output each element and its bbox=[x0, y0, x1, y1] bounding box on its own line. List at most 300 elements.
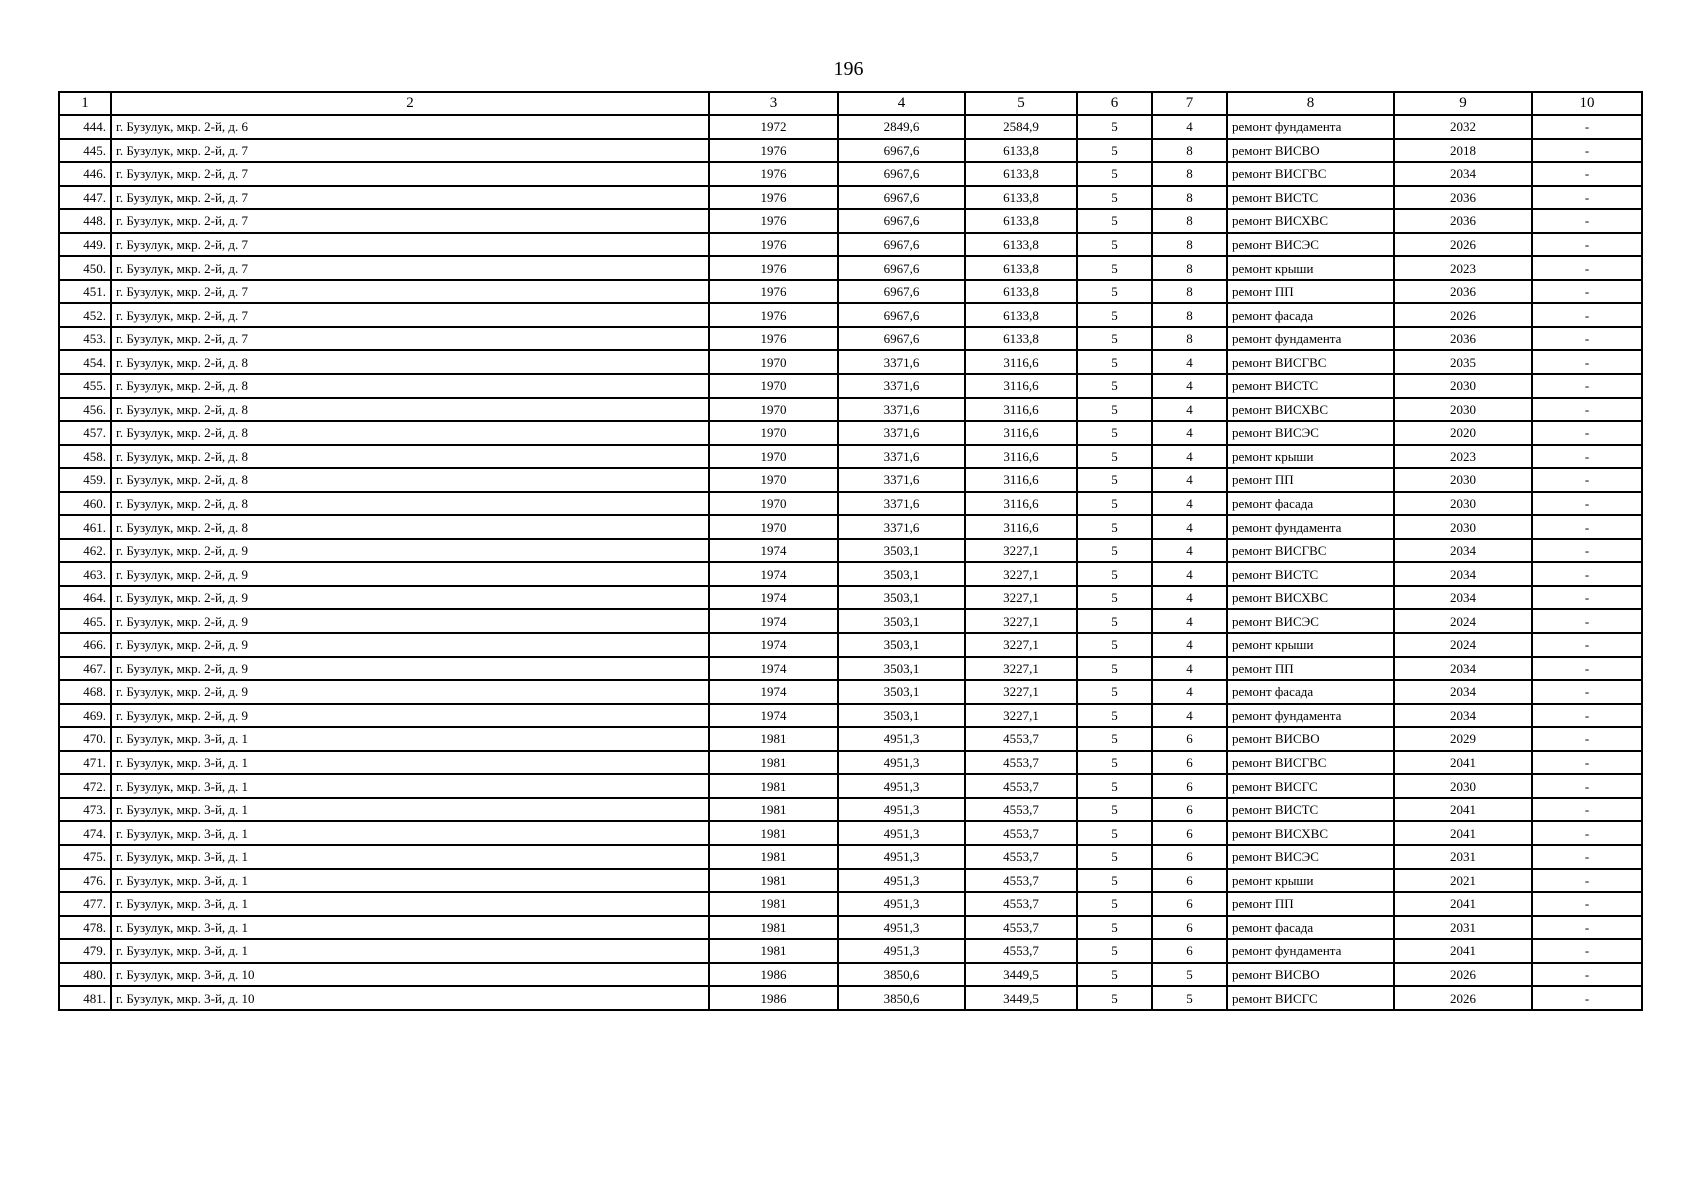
note-cell: - bbox=[1532, 492, 1642, 516]
living-area-cell: 3227,1 bbox=[965, 657, 1077, 681]
row-number-cell: 457. bbox=[59, 421, 111, 445]
row-number-cell: 454. bbox=[59, 350, 111, 374]
total-area-cell: 6967,6 bbox=[838, 280, 965, 304]
living-area-cell: 4553,7 bbox=[965, 727, 1077, 751]
row-number-cell: 448. bbox=[59, 209, 111, 233]
address-cell: г. Бузулук, мкр. 2-й, д. 9 bbox=[111, 586, 709, 610]
entrances-cell: 4 bbox=[1152, 680, 1227, 704]
row-number-cell: 462. bbox=[59, 539, 111, 563]
entrances-cell: 4 bbox=[1152, 609, 1227, 633]
year-cell: 1981 bbox=[709, 727, 838, 751]
year-cell: 1976 bbox=[709, 233, 838, 257]
living-area-cell: 4553,7 bbox=[965, 916, 1077, 940]
entrances-cell: 4 bbox=[1152, 657, 1227, 681]
year-cell: 1970 bbox=[709, 374, 838, 398]
living-area-cell: 3116,6 bbox=[965, 398, 1077, 422]
address-cell: г. Бузулук, мкр. 3-й, д. 1 bbox=[111, 821, 709, 845]
row-number-cell: 468. bbox=[59, 680, 111, 704]
year-cell: 1976 bbox=[709, 256, 838, 280]
entrances-cell: 5 bbox=[1152, 986, 1227, 1010]
table-row bbox=[59, 916, 1642, 940]
entrances-cell: 6 bbox=[1152, 845, 1227, 869]
total-area-cell: 3371,6 bbox=[838, 515, 965, 539]
work-type-cell: ремонт ВИСГВС bbox=[1227, 539, 1394, 563]
note-cell: - bbox=[1532, 986, 1642, 1010]
entrances-cell: 4 bbox=[1152, 562, 1227, 586]
table-row bbox=[59, 845, 1642, 869]
year-cell: 1970 bbox=[709, 398, 838, 422]
year-cell: 1970 bbox=[709, 492, 838, 516]
table-row bbox=[59, 303, 1642, 327]
year-cell: 1981 bbox=[709, 869, 838, 893]
total-area-cell: 3503,1 bbox=[838, 680, 965, 704]
entrances-cell: 8 bbox=[1152, 209, 1227, 233]
living-area-cell: 3116,6 bbox=[965, 492, 1077, 516]
entrances-cell: 4 bbox=[1152, 421, 1227, 445]
planned-year-cell: 2026 bbox=[1394, 963, 1532, 987]
total-area-cell: 3850,6 bbox=[838, 963, 965, 987]
row-number-cell: 449. bbox=[59, 233, 111, 257]
column-header: 2 bbox=[111, 92, 709, 115]
note-cell: - bbox=[1532, 657, 1642, 681]
column-header: 6 bbox=[1077, 92, 1152, 115]
floors-cell: 5 bbox=[1077, 774, 1152, 798]
row-number-cell: 450. bbox=[59, 256, 111, 280]
work-type-cell: ремонт ВИСЭС bbox=[1227, 233, 1394, 257]
address-cell: г. Бузулук, мкр. 3-й, д. 1 bbox=[111, 727, 709, 751]
planned-year-cell: 2030 bbox=[1394, 492, 1532, 516]
address-cell: г. Бузулук, мкр. 2-й, д. 9 bbox=[111, 680, 709, 704]
note-cell: - bbox=[1532, 845, 1642, 869]
year-cell: 1974 bbox=[709, 680, 838, 704]
entrances-cell: 8 bbox=[1152, 327, 1227, 351]
entrances-cell: 8 bbox=[1152, 256, 1227, 280]
address-cell: г. Бузулук, мкр. 2-й, д. 6 bbox=[111, 115, 709, 139]
year-cell: 1974 bbox=[709, 539, 838, 563]
total-area-cell: 4951,3 bbox=[838, 798, 965, 822]
year-cell: 1976 bbox=[709, 186, 838, 210]
entrances-cell: 4 bbox=[1152, 515, 1227, 539]
note-cell: - bbox=[1532, 869, 1642, 893]
living-area-cell: 3449,5 bbox=[965, 986, 1077, 1010]
column-header: 9 bbox=[1394, 92, 1532, 115]
note-cell: - bbox=[1532, 586, 1642, 610]
planned-year-cell: 2030 bbox=[1394, 774, 1532, 798]
note-cell: - bbox=[1532, 280, 1642, 304]
row-number-cell: 452. bbox=[59, 303, 111, 327]
planned-year-cell: 2026 bbox=[1394, 233, 1532, 257]
row-number-cell: 463. bbox=[59, 562, 111, 586]
row-number-cell: 479. bbox=[59, 939, 111, 963]
note-cell: - bbox=[1532, 421, 1642, 445]
table-row bbox=[59, 986, 1642, 1010]
total-area-cell: 3371,6 bbox=[838, 398, 965, 422]
living-area-cell: 4553,7 bbox=[965, 821, 1077, 845]
year-cell: 1981 bbox=[709, 751, 838, 775]
work-type-cell: ремонт крыши bbox=[1227, 445, 1394, 469]
note-cell: - bbox=[1532, 162, 1642, 186]
entrances-cell: 4 bbox=[1152, 445, 1227, 469]
total-area-cell: 3503,1 bbox=[838, 539, 965, 563]
living-area-cell: 6133,8 bbox=[965, 139, 1077, 163]
planned-year-cell: 2041 bbox=[1394, 751, 1532, 775]
table-row bbox=[59, 398, 1642, 422]
table-row bbox=[59, 657, 1642, 681]
total-area-cell: 3850,6 bbox=[838, 986, 965, 1010]
address-cell: г. Бузулук, мкр. 2-й, д. 7 bbox=[111, 256, 709, 280]
floors-cell: 5 bbox=[1077, 327, 1152, 351]
row-number-cell: 460. bbox=[59, 492, 111, 516]
note-cell: - bbox=[1532, 350, 1642, 374]
entrances-cell: 4 bbox=[1152, 586, 1227, 610]
table-row bbox=[59, 186, 1642, 210]
total-area-cell: 6967,6 bbox=[838, 233, 965, 257]
work-type-cell: ремонт ВИСГС bbox=[1227, 986, 1394, 1010]
year-cell: 1981 bbox=[709, 821, 838, 845]
work-type-cell: ремонт ВИСГВС bbox=[1227, 350, 1394, 374]
address-cell: г. Бузулук, мкр. 2-й, д. 7 bbox=[111, 327, 709, 351]
year-cell: 1970 bbox=[709, 445, 838, 469]
living-area-cell: 3227,1 bbox=[965, 633, 1077, 657]
address-cell: г. Бузулук, мкр. 2-й, д. 7 bbox=[111, 280, 709, 304]
total-area-cell: 3503,1 bbox=[838, 562, 965, 586]
total-area-cell: 4951,3 bbox=[838, 845, 965, 869]
living-area-cell: 3116,6 bbox=[965, 350, 1077, 374]
floors-cell: 5 bbox=[1077, 751, 1152, 775]
work-type-cell: ремонт ВИСТС bbox=[1227, 798, 1394, 822]
floors-cell: 5 bbox=[1077, 539, 1152, 563]
floors-cell: 5 bbox=[1077, 727, 1152, 751]
table-row bbox=[59, 821, 1642, 845]
living-area-cell: 3227,1 bbox=[965, 704, 1077, 728]
year-cell: 1981 bbox=[709, 939, 838, 963]
planned-year-cell: 2041 bbox=[1394, 892, 1532, 916]
row-number-cell: 456. bbox=[59, 398, 111, 422]
year-cell: 1970 bbox=[709, 421, 838, 445]
planned-year-cell: 2026 bbox=[1394, 303, 1532, 327]
address-cell: г. Бузулук, мкр. 3-й, д. 1 bbox=[111, 939, 709, 963]
total-area-cell: 6967,6 bbox=[838, 162, 965, 186]
total-area-cell: 6967,6 bbox=[838, 256, 965, 280]
entrances-cell: 6 bbox=[1152, 869, 1227, 893]
note-cell: - bbox=[1532, 209, 1642, 233]
total-area-cell: 4951,3 bbox=[838, 821, 965, 845]
total-area-cell: 4951,3 bbox=[838, 916, 965, 940]
floors-cell: 5 bbox=[1077, 680, 1152, 704]
floors-cell: 5 bbox=[1077, 162, 1152, 186]
planned-year-cell: 2024 bbox=[1394, 633, 1532, 657]
work-type-cell: ремонт ВИСГВС bbox=[1227, 162, 1394, 186]
table-row bbox=[59, 209, 1642, 233]
year-cell: 1986 bbox=[709, 986, 838, 1010]
planned-year-cell: 2035 bbox=[1394, 350, 1532, 374]
entrances-cell: 4 bbox=[1152, 539, 1227, 563]
row-number-cell: 467. bbox=[59, 657, 111, 681]
address-cell: г. Бузулук, мкр. 3-й, д. 1 bbox=[111, 751, 709, 775]
table-row bbox=[59, 445, 1642, 469]
planned-year-cell: 2030 bbox=[1394, 398, 1532, 422]
total-area-cell: 3371,6 bbox=[838, 468, 965, 492]
address-cell: г. Бузулук, мкр. 2-й, д. 8 bbox=[111, 350, 709, 374]
year-cell: 1981 bbox=[709, 798, 838, 822]
living-area-cell: 3227,1 bbox=[965, 680, 1077, 704]
address-cell: г. Бузулук, мкр. 2-й, д. 9 bbox=[111, 633, 709, 657]
row-number-cell: 475. bbox=[59, 845, 111, 869]
table-header-row bbox=[59, 92, 1642, 115]
work-type-cell: ремонт ВИСХВС bbox=[1227, 821, 1394, 845]
note-cell: - bbox=[1532, 798, 1642, 822]
address-cell: г. Бузулук, мкр. 2-й, д. 8 bbox=[111, 468, 709, 492]
note-cell: - bbox=[1532, 515, 1642, 539]
row-number-cell: 458. bbox=[59, 445, 111, 469]
table-row bbox=[59, 280, 1642, 304]
table-row bbox=[59, 256, 1642, 280]
total-area-cell: 3371,6 bbox=[838, 492, 965, 516]
floors-cell: 5 bbox=[1077, 798, 1152, 822]
entrances-cell: 6 bbox=[1152, 751, 1227, 775]
floors-cell: 5 bbox=[1077, 256, 1152, 280]
row-number-cell: 444. bbox=[59, 115, 111, 139]
address-cell: г. Бузулук, мкр. 2-й, д. 7 bbox=[111, 303, 709, 327]
work-type-cell: ремонт ВИСЭС bbox=[1227, 609, 1394, 633]
work-type-cell: ремонт ВИСХВС bbox=[1227, 586, 1394, 610]
work-type-cell: ремонт ВИСГС bbox=[1227, 774, 1394, 798]
work-type-cell: ремонт ВИСЭС bbox=[1227, 845, 1394, 869]
entrances-cell: 6 bbox=[1152, 774, 1227, 798]
row-number-cell: 461. bbox=[59, 515, 111, 539]
entrances-cell: 6 bbox=[1152, 916, 1227, 940]
column-header: 8 bbox=[1227, 92, 1394, 115]
column-header: 7 bbox=[1152, 92, 1227, 115]
floors-cell: 5 bbox=[1077, 821, 1152, 845]
row-number-cell: 455. bbox=[59, 374, 111, 398]
row-number-cell: 451. bbox=[59, 280, 111, 304]
living-area-cell: 2584,9 bbox=[965, 115, 1077, 139]
address-cell: г. Бузулук, мкр. 2-й, д. 7 bbox=[111, 162, 709, 186]
living-area-cell: 3116,6 bbox=[965, 445, 1077, 469]
table-row bbox=[59, 539, 1642, 563]
table-row bbox=[59, 963, 1642, 987]
planned-year-cell: 2041 bbox=[1394, 798, 1532, 822]
work-type-cell: ремонт ВИСВО bbox=[1227, 963, 1394, 987]
table-row bbox=[59, 562, 1642, 586]
column-header: 4 bbox=[838, 92, 965, 115]
note-cell: - bbox=[1532, 892, 1642, 916]
entrances-cell: 8 bbox=[1152, 186, 1227, 210]
table-row bbox=[59, 751, 1642, 775]
floors-cell: 5 bbox=[1077, 303, 1152, 327]
total-area-cell: 6967,6 bbox=[838, 139, 965, 163]
year-cell: 1972 bbox=[709, 115, 838, 139]
row-number-cell: 447. bbox=[59, 186, 111, 210]
table-row bbox=[59, 704, 1642, 728]
note-cell: - bbox=[1532, 821, 1642, 845]
address-cell: г. Бузулук, мкр. 3-й, д. 1 bbox=[111, 845, 709, 869]
entrances-cell: 5 bbox=[1152, 963, 1227, 987]
year-cell: 1970 bbox=[709, 515, 838, 539]
row-number-cell: 459. bbox=[59, 468, 111, 492]
note-cell: - bbox=[1532, 539, 1642, 563]
floors-cell: 5 bbox=[1077, 233, 1152, 257]
year-cell: 1981 bbox=[709, 845, 838, 869]
address-cell: г. Бузулук, мкр. 2-й, д. 9 bbox=[111, 657, 709, 681]
note-cell: - bbox=[1532, 609, 1642, 633]
floors-cell: 5 bbox=[1077, 374, 1152, 398]
planned-year-cell: 2034 bbox=[1394, 704, 1532, 728]
row-number-cell: 471. bbox=[59, 751, 111, 775]
table-row bbox=[59, 939, 1642, 963]
floors-cell: 5 bbox=[1077, 963, 1152, 987]
floors-cell: 5 bbox=[1077, 986, 1152, 1010]
planned-year-cell: 2031 bbox=[1394, 916, 1532, 940]
note-cell: - bbox=[1532, 751, 1642, 775]
planned-year-cell: 2031 bbox=[1394, 845, 1532, 869]
floors-cell: 5 bbox=[1077, 939, 1152, 963]
note-cell: - bbox=[1532, 727, 1642, 751]
living-area-cell: 3227,1 bbox=[965, 539, 1077, 563]
address-cell: г. Бузулук, мкр. 2-й, д. 9 bbox=[111, 562, 709, 586]
living-area-cell: 3116,6 bbox=[965, 468, 1077, 492]
entrances-cell: 6 bbox=[1152, 939, 1227, 963]
note-cell: - bbox=[1532, 327, 1642, 351]
planned-year-cell: 2021 bbox=[1394, 869, 1532, 893]
total-area-cell: 3503,1 bbox=[838, 586, 965, 610]
planned-year-cell: 2024 bbox=[1394, 609, 1532, 633]
table-row bbox=[59, 233, 1642, 257]
total-area-cell: 6967,6 bbox=[838, 303, 965, 327]
entrances-cell: 8 bbox=[1152, 139, 1227, 163]
table-row bbox=[59, 468, 1642, 492]
year-cell: 1970 bbox=[709, 350, 838, 374]
entrances-cell: 4 bbox=[1152, 398, 1227, 422]
living-area-cell: 4553,7 bbox=[965, 892, 1077, 916]
year-cell: 1970 bbox=[709, 468, 838, 492]
row-number-cell: 469. bbox=[59, 704, 111, 728]
year-cell: 1986 bbox=[709, 963, 838, 987]
note-cell: - bbox=[1532, 939, 1642, 963]
total-area-cell: 6967,6 bbox=[838, 186, 965, 210]
entrances-cell: 8 bbox=[1152, 162, 1227, 186]
column-header: 5 bbox=[965, 92, 1077, 115]
address-cell: г. Бузулук, мкр. 2-й, д. 8 bbox=[111, 421, 709, 445]
planned-year-cell: 2029 bbox=[1394, 727, 1532, 751]
note-cell: - bbox=[1532, 139, 1642, 163]
floors-cell: 5 bbox=[1077, 845, 1152, 869]
planned-year-cell: 2034 bbox=[1394, 539, 1532, 563]
year-cell: 1976 bbox=[709, 162, 838, 186]
floors-cell: 5 bbox=[1077, 609, 1152, 633]
note-cell: - bbox=[1532, 445, 1642, 469]
row-number-cell: 446. bbox=[59, 162, 111, 186]
living-area-cell: 4553,7 bbox=[965, 751, 1077, 775]
work-type-cell: ремонт фундамента bbox=[1227, 939, 1394, 963]
note-cell: - bbox=[1532, 256, 1642, 280]
page-number: 196 bbox=[833, 58, 864, 80]
total-area-cell: 4951,3 bbox=[838, 727, 965, 751]
planned-year-cell: 2030 bbox=[1394, 515, 1532, 539]
floors-cell: 5 bbox=[1077, 492, 1152, 516]
living-area-cell: 3116,6 bbox=[965, 515, 1077, 539]
living-area-cell: 6133,8 bbox=[965, 186, 1077, 210]
note-cell: - bbox=[1532, 115, 1642, 139]
row-number-cell: 464. bbox=[59, 586, 111, 610]
address-cell: г. Бузулук, мкр. 3-й, д. 1 bbox=[111, 798, 709, 822]
year-cell: 1974 bbox=[709, 609, 838, 633]
address-cell: г. Бузулук, мкр. 2-й, д. 7 bbox=[111, 186, 709, 210]
note-cell: - bbox=[1532, 774, 1642, 798]
total-area-cell: 3503,1 bbox=[838, 704, 965, 728]
living-area-cell: 4553,7 bbox=[965, 845, 1077, 869]
floors-cell: 5 bbox=[1077, 139, 1152, 163]
total-area-cell: 4951,3 bbox=[838, 774, 965, 798]
note-cell: - bbox=[1532, 398, 1642, 422]
table-row bbox=[59, 350, 1642, 374]
work-type-cell: ремонт крыши bbox=[1227, 869, 1394, 893]
work-type-cell: ремонт фасада bbox=[1227, 492, 1394, 516]
work-type-cell: ремонт фундамента bbox=[1227, 515, 1394, 539]
floors-cell: 5 bbox=[1077, 586, 1152, 610]
table-row bbox=[59, 162, 1642, 186]
address-cell: г. Бузулук, мкр. 2-й, д. 8 bbox=[111, 445, 709, 469]
entrances-cell: 4 bbox=[1152, 633, 1227, 657]
living-area-cell: 4553,7 bbox=[965, 939, 1077, 963]
note-cell: - bbox=[1532, 680, 1642, 704]
work-type-cell: ремонт крыши bbox=[1227, 256, 1394, 280]
year-cell: 1974 bbox=[709, 657, 838, 681]
row-number-cell: 480. bbox=[59, 963, 111, 987]
entrances-cell: 8 bbox=[1152, 303, 1227, 327]
address-cell: г. Бузулук, мкр. 2-й, д. 8 bbox=[111, 515, 709, 539]
floors-cell: 5 bbox=[1077, 115, 1152, 139]
total-area-cell: 4951,3 bbox=[838, 751, 965, 775]
year-cell: 1976 bbox=[709, 139, 838, 163]
row-number-cell: 472. bbox=[59, 774, 111, 798]
entrances-cell: 8 bbox=[1152, 233, 1227, 257]
column-header: 3 bbox=[709, 92, 838, 115]
work-type-cell: ремонт фундамента bbox=[1227, 327, 1394, 351]
total-area-cell: 2849,6 bbox=[838, 115, 965, 139]
table-row bbox=[59, 327, 1642, 351]
row-number-cell: 453. bbox=[59, 327, 111, 351]
row-number-cell: 478. bbox=[59, 916, 111, 940]
address-cell: г. Бузулук, мкр. 2-й, д. 8 bbox=[111, 492, 709, 516]
planned-year-cell: 2034 bbox=[1394, 162, 1532, 186]
table-row bbox=[59, 139, 1642, 163]
address-cell: г. Бузулук, мкр. 2-й, д. 9 bbox=[111, 539, 709, 563]
living-area-cell: 4553,7 bbox=[965, 869, 1077, 893]
table-row bbox=[59, 492, 1642, 516]
floors-cell: 5 bbox=[1077, 704, 1152, 728]
address-cell: г. Бузулук, мкр. 2-й, д. 8 bbox=[111, 398, 709, 422]
work-type-cell: ремонт фундамента bbox=[1227, 704, 1394, 728]
work-type-cell: ремонт фасада bbox=[1227, 303, 1394, 327]
address-cell: г. Бузулук, мкр. 2-й, д. 7 bbox=[111, 139, 709, 163]
address-cell: г. Бузулук, мкр. 3-й, д. 10 bbox=[111, 963, 709, 987]
planned-year-cell: 2036 bbox=[1394, 209, 1532, 233]
column-header: 10 bbox=[1532, 92, 1642, 115]
living-area-cell: 3116,6 bbox=[965, 421, 1077, 445]
row-number-cell: 473. bbox=[59, 798, 111, 822]
total-area-cell: 4951,3 bbox=[838, 869, 965, 893]
address-cell: г. Бузулук, мкр. 3-й, д. 10 bbox=[111, 986, 709, 1010]
work-type-cell: ремонт фасада bbox=[1227, 680, 1394, 704]
entrances-cell: 4 bbox=[1152, 115, 1227, 139]
planned-year-cell: 2032 bbox=[1394, 115, 1532, 139]
planned-year-cell: 2034 bbox=[1394, 562, 1532, 586]
row-number-cell: 474. bbox=[59, 821, 111, 845]
year-cell: 1981 bbox=[709, 774, 838, 798]
note-cell: - bbox=[1532, 374, 1642, 398]
